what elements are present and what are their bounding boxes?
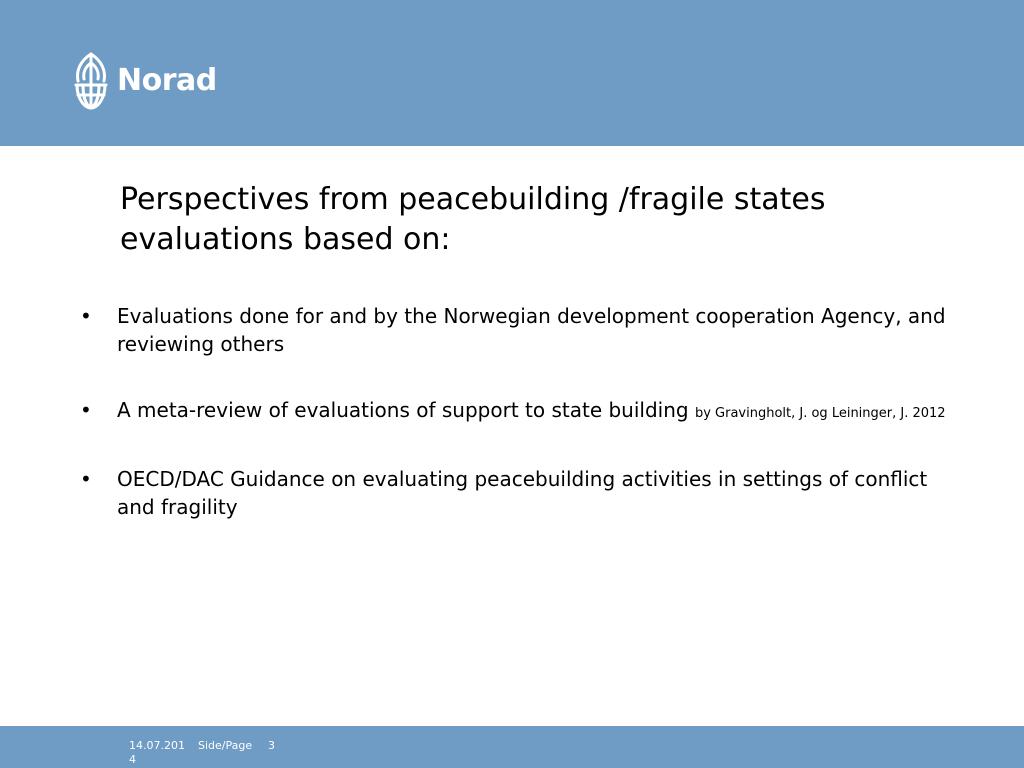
slide-title: Perspectives from peacebuilding /fragile states evaluations based on: [120,182,826,257]
norad-logo [72,50,217,112]
footer-page-label: Side/Page [198,739,253,752]
bullet-text: A meta-review of evaluations of support to state building [117,398,689,422]
bullet-item [80,396,950,424]
bullet-marker: • [80,304,92,328]
footer-page-number: 3 [268,739,275,752]
norad-globe-tree-icon [72,51,110,111]
bullet-marker: • [80,398,92,422]
bullet-list [80,302,950,521]
bullet-item [80,465,950,521]
header-band [0,0,1024,146]
footer-date: 14.07.2014 [129,739,185,766]
logo-text: Norad [117,63,217,98]
bullet-text: OECD/DAC Guidance on evaluating peacebuilding activities in settings of conflict and fragility [117,467,928,519]
bullet-item [80,302,950,358]
bullet-text: Evaluations done for and by the Norwegian development cooperation Agency, and reviewing others [117,304,946,356]
bullet-citation: by Gravingholt, J. og Leininger, J. 2012 [694,406,946,421]
bullet-marker: • [80,467,92,491]
